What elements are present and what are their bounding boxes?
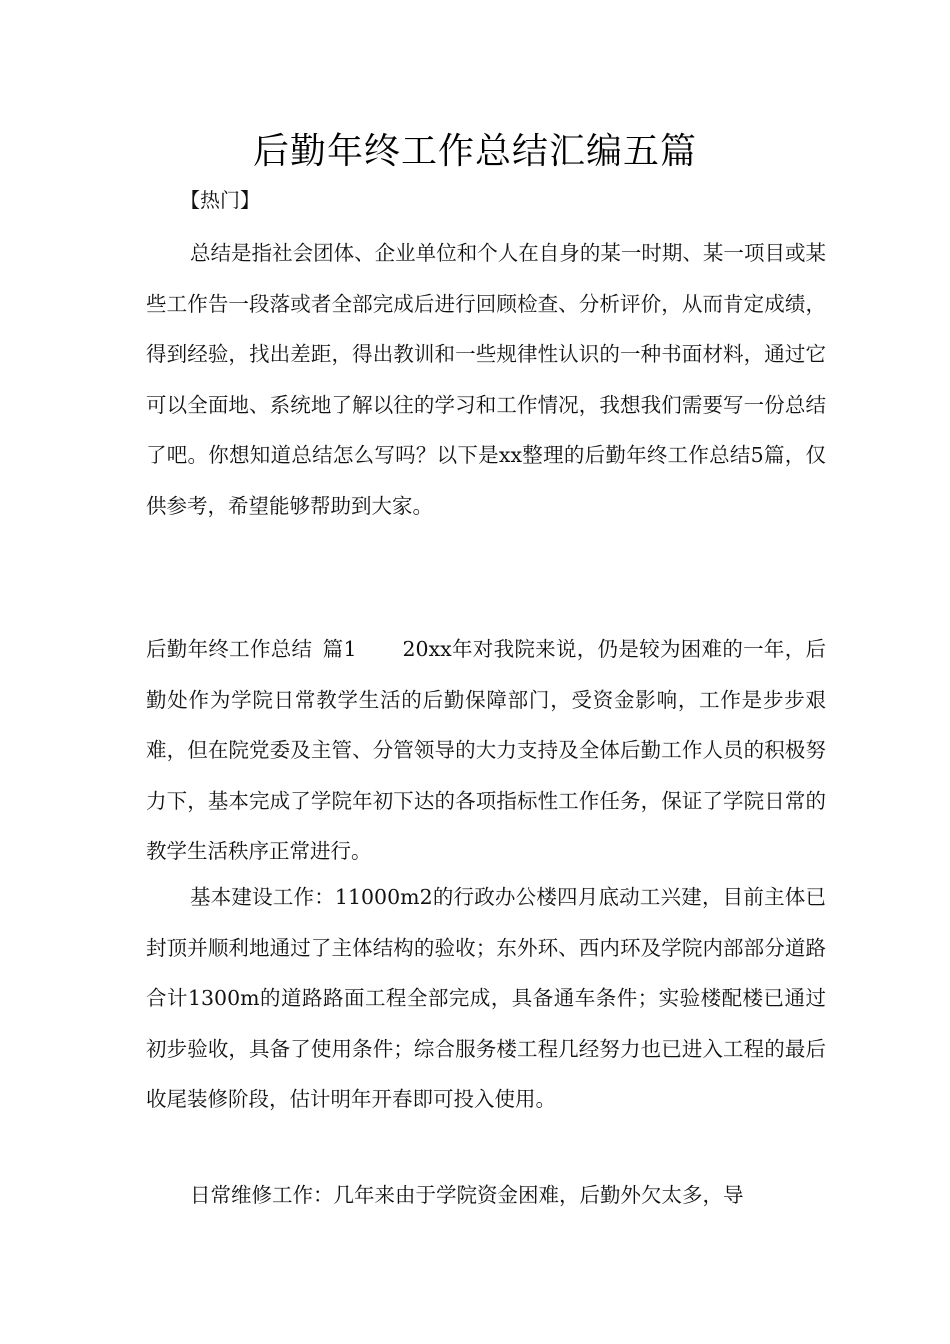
construction-paragraph: 基本建设工作：11000m2的行政办公楼四月底动工兴建，目前主体已封顶并顺利地通过了主体结构的验收；东外环、西内环及学院内部部分道路合计1300m的道路路面工程全部完成，具备通车条件；实验楼配楼已通过初步验收，具备了使用条件；综合服务楼工程几经努力也已进入工程的最后收尾装修阶段，估计明年开春即可投入使用。 [146,885,826,1111]
hot-tag: 【热门】 [180,188,260,212]
section-1-lead: 20xx年对我院来说，仍是较为困难的一年，后勤处作为学院日常教学生活的后勤保障部门，受资金影响，工作是步步艰难，但在院党委及主管、分管领导的大力支持及全体后勤工作人员的积极努力下，基本完成了学院年初下达的各项指标性工作任务，保证了学院日常的教学生活秩序正常进行。 [146,637,827,863]
document-title: 后勤年终工作总结汇编五篇 [252,131,697,172]
section-1-number: 篇1 [322,637,357,661]
section-1-paragraph [146,624,826,877]
maintenance-paragraph: 日常维修工作：几年来由于学院资金困难，后勤外欠太多，导 [190,1183,744,1207]
section-1-heading: 后勤年终工作总结 [146,637,313,661]
intro-paragraph: 总结是指社会团体、企业单位和个人在自身的某一时期、某一项目或某些工作告一段落或者全部完成后进行回顾检查、分析评价，从而肯定成绩，得到经验，找出差距，得出教训和一些规律性认识的一种书面材料，通过它可以全面地、系统地了解以往的学习和工作情况，我想我们需要写一份总结了吧。你想知道总结怎么写吗？以下是xx整理的后勤年终工作总结5篇，仅供参考，希望能够帮助到大家。 [146,241,826,518]
